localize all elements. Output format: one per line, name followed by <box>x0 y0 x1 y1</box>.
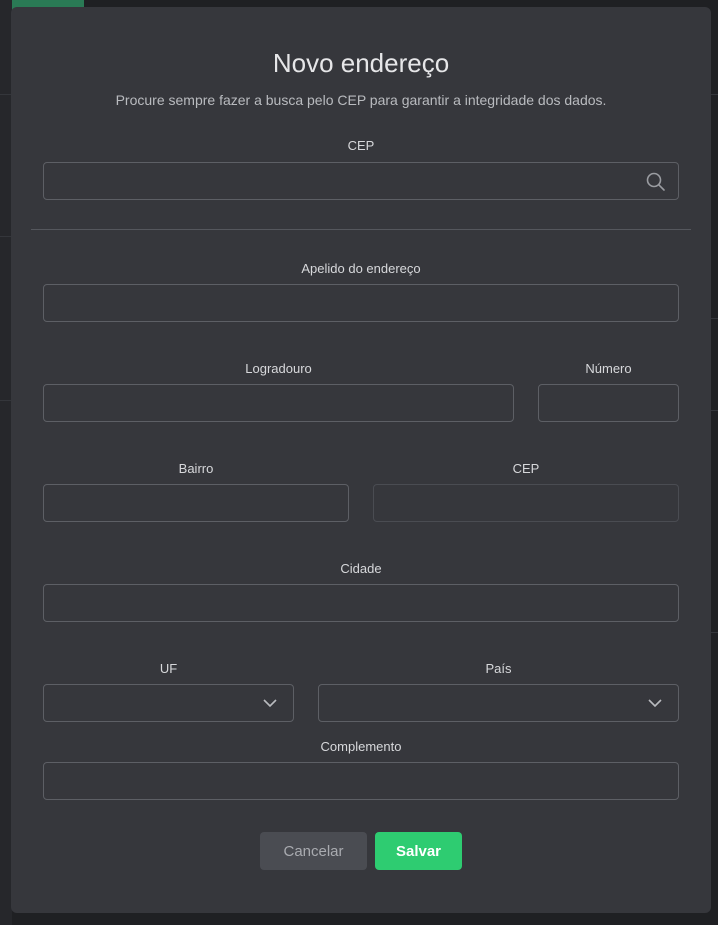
cancel-button[interactable]: Cancelar <box>260 832 367 870</box>
cep-search-input[interactable] <box>43 162 679 200</box>
zip-input[interactable] <box>373 484 679 522</box>
cep-search-label: CEP <box>347 138 375 153</box>
number-input[interactable] <box>538 384 679 422</box>
state-label: UF <box>159 661 178 676</box>
country-select[interactable] <box>318 684 679 722</box>
background-divider <box>711 632 718 633</box>
section-divider <box>31 229 691 230</box>
search-icon[interactable] <box>645 171 667 193</box>
background-divider <box>711 410 718 411</box>
number-label: Número <box>585 361 632 376</box>
complement-label: Complemento <box>320 739 402 754</box>
street-input[interactable] <box>43 384 514 422</box>
state-select[interactable] <box>43 684 294 722</box>
zip-label: CEP <box>512 461 540 476</box>
city-label: Cidade <box>340 561 382 576</box>
modal-title: Novo endereço <box>272 48 450 78</box>
country-label: País <box>485 661 512 676</box>
district-input[interactable] <box>43 484 349 522</box>
district-label: Bairro <box>178 461 214 476</box>
background-divider <box>711 318 718 319</box>
complement-input[interactable] <box>43 762 679 800</box>
street-label: Logradouro <box>245 361 312 376</box>
city-input[interactable] <box>43 584 679 622</box>
chevron-down-icon <box>262 697 278 709</box>
nickname-input[interactable] <box>43 284 679 322</box>
modal-subtitle: Procure sempre fazer a busca pelo CEP para garantir a integridade dos dados. <box>115 92 607 108</box>
background-divider <box>711 94 718 95</box>
chevron-down-icon <box>647 697 663 709</box>
new-address-modal <box>11 7 711 913</box>
save-button[interactable]: Salvar <box>375 832 462 870</box>
nickname-label: Apelido do endereço <box>301 261 421 276</box>
